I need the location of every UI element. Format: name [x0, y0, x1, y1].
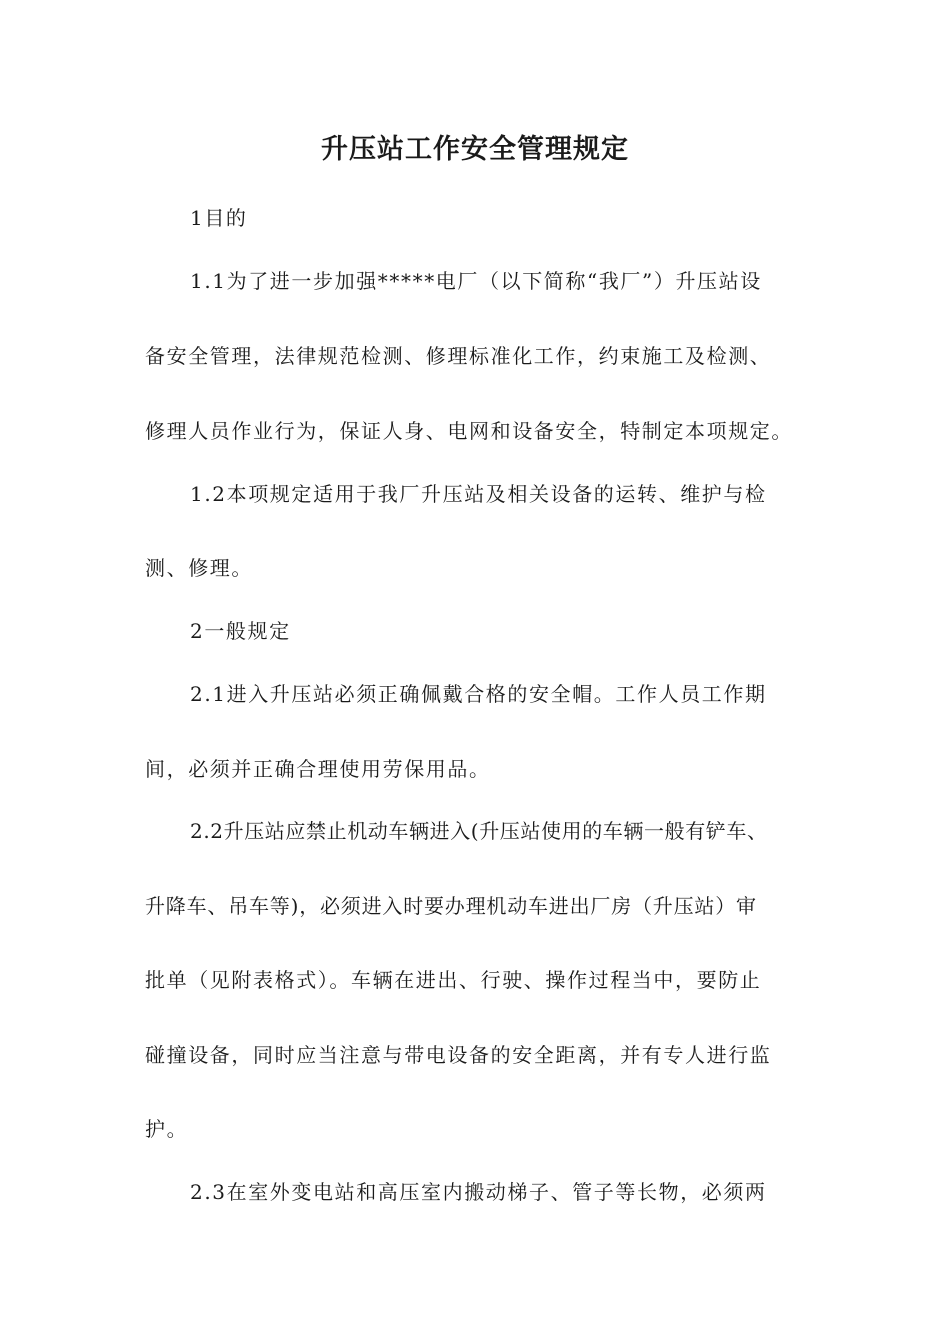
paragraph-line: 测、修理。	[145, 556, 253, 580]
paragraph-line: 批单（见附表格式）。车辆在进出、行驶、操作过程当中，要防止	[145, 968, 762, 992]
paragraph-line: 修理人员作业行为，保证人身、电网和设备安全，特制定本项规定。	[145, 419, 793, 443]
paragraph-line: 2.2升压站应禁止机动车辆进入(升压站使用的车辆一般有铲车、	[190, 819, 768, 843]
paragraph-line: 1.1为了进一步加强*****电厂（以下简称“我厂”）升压站设	[190, 269, 762, 293]
paragraph-line: 升降车、吊车等)，必须进入时要办理机动车进出厂房（升压站）审	[145, 894, 757, 918]
paragraph-line: 1.2本项规定适用于我厂升压站及相关设备的运转、维护与检	[190, 482, 767, 506]
paragraph-line: 2.1进入升压站必须正确佩戴合格的安全帽。工作人员工作期	[190, 682, 767, 706]
paragraph-line: 碰撞设备，同时应当注意与带电设备的安全距离，并有专人进行监	[145, 1043, 772, 1067]
paragraph-line: 备安全管理，法律规范检测、修理标准化工作，约束施工及检测、	[145, 344, 772, 368]
document-title: 升压站工作安全管理规定	[321, 134, 629, 165]
paragraph-line: 2.3在室外变电站和高压室内搬动梯子、管子等长物，必须两	[190, 1180, 767, 1204]
paragraph-line: 护。	[145, 1117, 189, 1141]
section-heading: 2一般规定	[190, 619, 291, 643]
paragraph-line: 间，必须并正确合理使用劳保用品。	[145, 757, 491, 781]
section-heading: 1目的	[190, 206, 248, 230]
